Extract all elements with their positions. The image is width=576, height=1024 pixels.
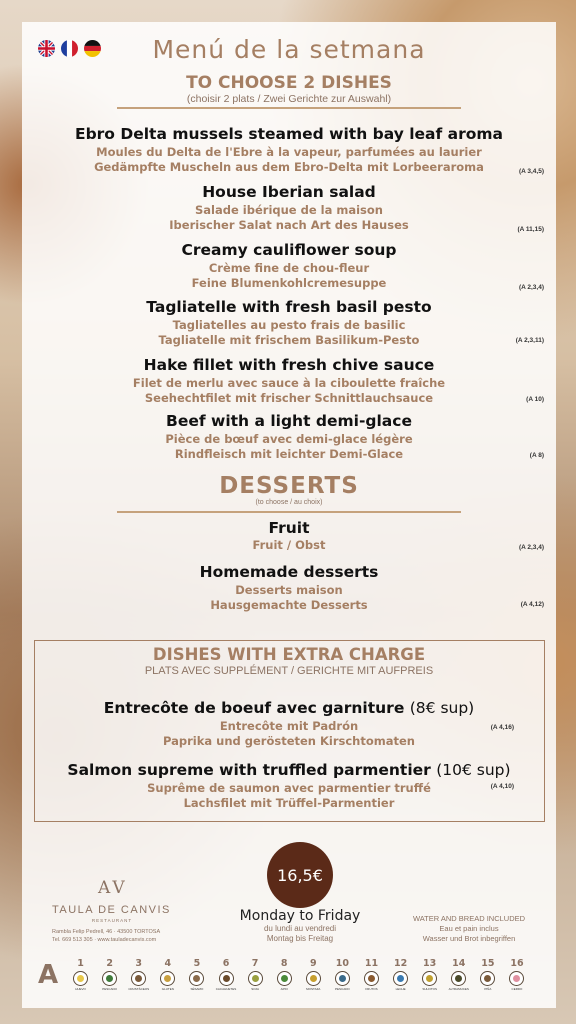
dessert-name-fr: Desserts maison xyxy=(235,583,343,597)
allergen-icon xyxy=(306,971,321,986)
dish-name: Creamy cauliflower soup xyxy=(181,241,397,259)
allergen-icon xyxy=(160,971,175,986)
dessert-name-translation: Fruit / Obst xyxy=(252,538,326,552)
allergen-number: 7 xyxy=(251,958,259,969)
dish-name-fr: Tagliatelles au pesto frais de basilic xyxy=(172,318,406,332)
allergen-name: CRUSTÁCEOS xyxy=(128,987,150,991)
bread-en: WATER AND BREAD INCLUDED xyxy=(412,914,526,923)
allergen-number: 8 xyxy=(280,958,288,969)
bread-fr: Eau et pain inclus xyxy=(439,924,499,933)
allergen-number: 6 xyxy=(222,958,230,969)
allergen-name: PESCADO xyxy=(102,987,117,991)
allergen-item xyxy=(211,958,240,991)
availability xyxy=(212,908,388,944)
dish-name: Tagliatelle with fresh basil pesto xyxy=(146,298,432,316)
dish-name: Hake fillet with fresh chive sauce xyxy=(143,356,435,374)
allergen-number: 9 xyxy=(309,958,317,969)
dish-name-de: Seehechtfilet mit frischer Schnittlauchsauce xyxy=(144,391,434,405)
dish-name-de: Gedämpfte Muscheln aus dem Ebro-Delta mit Lorbeeraroma xyxy=(94,160,484,174)
allergen-icon xyxy=(364,971,379,986)
allergen-icon xyxy=(73,971,88,986)
contact-line: Tel. 669 513 305 · www.tauladecanvis.com xyxy=(52,937,157,943)
allergen-codes: (A 10) xyxy=(526,396,544,403)
days-de: Montag bis Freitag xyxy=(266,934,334,943)
allergen-number: 15 xyxy=(481,958,495,969)
allergen-letter: A xyxy=(38,960,59,990)
allergen-item xyxy=(241,958,270,991)
allergen-number: 10 xyxy=(335,958,349,969)
dish-name: Beef with a light demi-glace xyxy=(166,412,412,430)
dish-item xyxy=(22,298,556,348)
allergen-item xyxy=(270,958,299,991)
allergen-icon xyxy=(335,971,350,986)
dish-name: House Iberian salad xyxy=(202,183,376,201)
allergen-number: 11 xyxy=(364,958,379,969)
allergen-name: MOSTAZA xyxy=(306,987,321,991)
allergen-codes: (A 4,16) xyxy=(490,724,514,731)
dish-name-de: Iberischer Salat nach Art des Hauses xyxy=(169,218,409,232)
allergen-item xyxy=(415,958,444,991)
allergen-name: GLUTEN xyxy=(161,987,174,991)
extra-heading: DISHES WITH EXTRA CHARGE xyxy=(152,645,426,664)
extra-dish-name: Salmon supreme with truffled parmentier xyxy=(67,761,431,779)
dish-item xyxy=(22,125,556,175)
allergen-item xyxy=(357,958,386,991)
allergen-codes: (A 2,3,4) xyxy=(518,284,544,291)
allergen-item xyxy=(95,958,124,991)
allergen-icon xyxy=(480,971,495,986)
restaurant-logo: AV xyxy=(98,878,128,898)
allergen-number: 16 xyxy=(510,958,524,969)
allergen-icon xyxy=(131,971,146,986)
dessert-name-de: Hausgemachte Desserts xyxy=(210,598,368,612)
allergen-name: PIÑA xyxy=(484,987,492,991)
allergen-number: 13 xyxy=(423,958,437,969)
mains-subheading: (choisir 2 plats / Zwei Gerichte zur Auswahl) xyxy=(186,93,392,105)
divider xyxy=(117,511,461,513)
allergen-number: 12 xyxy=(393,958,408,969)
allergen-item xyxy=(124,958,153,991)
dish-name-de: Feine Blumenkohlcremesuppe xyxy=(191,276,387,290)
allergen-name: HUEVO xyxy=(75,987,86,991)
extra-dish-price: (10€ sup) xyxy=(436,761,511,779)
allergen-icon xyxy=(189,971,204,986)
menu-price-badge: 16,5€ xyxy=(267,842,333,908)
restaurant-address xyxy=(52,928,160,944)
dessert-item xyxy=(22,519,556,553)
allergen-icon xyxy=(422,971,437,986)
extra-dish-item xyxy=(22,761,556,811)
allergen-name: SÉSAMO xyxy=(190,987,204,991)
allergen-name: PESCADO xyxy=(335,987,350,991)
allergen-codes: (A 8) xyxy=(529,452,544,459)
allergen-item xyxy=(299,958,328,991)
extra-subheading: PLATS AVEC SUPPLÉMENT / GERICHTE MIT AUFPREIS xyxy=(144,665,434,677)
allergen-codes: (A 11,15) xyxy=(517,226,544,233)
dish-item xyxy=(22,241,556,291)
desserts-heading: DESSERTS xyxy=(219,473,359,499)
dish-name-de: Rindfleisch mit leichter Demi-Glace xyxy=(174,447,404,461)
restaurant-name: TAULA DE CANVIS xyxy=(52,904,171,916)
dish-name-fr: Filet de merlu avec sauce à la ciboulette fraîche xyxy=(132,376,446,390)
allergen-item xyxy=(386,958,415,991)
allergen-number: 5 xyxy=(193,958,201,969)
dish-name-fr: Salade ibérique de la maison xyxy=(195,203,383,217)
days-fr: du lundi au vendredi xyxy=(263,924,337,933)
dish-name-fr: Crème fine de chou-fleur xyxy=(208,261,370,275)
allergen-item xyxy=(66,958,95,991)
allergen-name: ALTRAMUCES xyxy=(448,987,469,991)
dessert-name: Homemade desserts xyxy=(199,563,379,581)
allergen-item xyxy=(153,958,182,991)
allergen-icon xyxy=(451,971,466,986)
mains-heading: TO CHOOSE 2 DISHES xyxy=(186,73,392,93)
allergen-name: APIO xyxy=(280,987,288,991)
divider xyxy=(117,107,461,109)
allergen-legend xyxy=(38,958,538,991)
dish-name-de: Tagliatelle mit frischem Basilikum-Pesto xyxy=(158,333,420,347)
extra-dish-item xyxy=(22,699,556,749)
extra-dish-fr: Suprême de saumon avec parmentier truffé xyxy=(147,781,431,795)
allergen-item xyxy=(444,958,473,991)
allergen-item xyxy=(473,958,502,991)
allergen-number: 14 xyxy=(452,958,466,969)
allergen-item xyxy=(328,958,357,991)
allergen-name: FRUTOS xyxy=(365,987,378,991)
allergen-number: 1 xyxy=(77,958,84,969)
allergen-item xyxy=(502,958,531,991)
restaurant-subtitle: RESTAURANT xyxy=(91,918,133,923)
extra-dish-price: (8€ sup) xyxy=(409,699,475,717)
dish-name-fr: Pièce de bœuf avec demi-glace légère xyxy=(165,432,413,446)
dish-item xyxy=(22,412,556,462)
extra-dish-name: Entrecôte de boeuf avec garniture xyxy=(103,699,405,717)
page-title: Menú de la setmana xyxy=(152,35,426,64)
allergen-codes: (A 3,4,5) xyxy=(518,168,544,175)
allergen-item xyxy=(182,958,211,991)
allergen-codes: (A 2,3,11) xyxy=(515,337,544,344)
extra-dish-de: Paprika und gerösteten Kirschtomaten xyxy=(163,734,415,748)
dish-name-fr: Moules du Delta de l'Ebre à la vapeur, parfumées au laurier xyxy=(96,145,482,159)
allergen-number: 4 xyxy=(164,958,172,969)
allergen-icon xyxy=(219,971,234,986)
allergen-name: SOJA xyxy=(251,987,260,991)
dish-item xyxy=(22,183,556,233)
days-en: Monday to Friday xyxy=(239,908,361,924)
allergen-codes: (A 2,3,4) xyxy=(518,544,544,551)
dish-name: Ebro Delta mussels steamed with bay leaf aroma xyxy=(74,125,503,143)
extra-dish-de: Lachsfilet mit Trüffel-Parmentier xyxy=(183,796,395,810)
allergen-number: 2 xyxy=(106,958,113,969)
address-line: Rambla Felip Pedrell, 46 · 43500 TORTOSA xyxy=(52,929,161,935)
bread-de: Wasser und Brot inbegriffen xyxy=(422,934,516,943)
allergen-icon xyxy=(102,971,117,986)
allergen-icon xyxy=(509,971,524,986)
dish-item xyxy=(22,356,556,406)
allergen-codes: (A 4,10) xyxy=(490,783,514,790)
allergen-icon xyxy=(393,971,408,986)
allergen-name: CERDO xyxy=(511,987,523,991)
menu-card xyxy=(22,22,556,1008)
allergen-number: 3 xyxy=(135,958,143,969)
extra-dish-fr: Entrecôte mit Padrón xyxy=(219,719,359,733)
allergen-codes: (A 4,12) xyxy=(520,601,544,608)
allergen-icon xyxy=(248,971,263,986)
allergen-name: SULFITOS xyxy=(422,987,437,991)
allergen-name: LECHE xyxy=(395,987,406,991)
dessert-name: Fruit xyxy=(268,519,310,537)
allergen-name: CACAHUETES xyxy=(215,987,237,991)
dessert-item xyxy=(22,563,556,613)
bread-note xyxy=(394,914,544,944)
allergen-icon xyxy=(277,971,292,986)
desserts-subheading: (to choose / au choix) xyxy=(255,499,323,506)
allergen-list xyxy=(66,958,532,991)
